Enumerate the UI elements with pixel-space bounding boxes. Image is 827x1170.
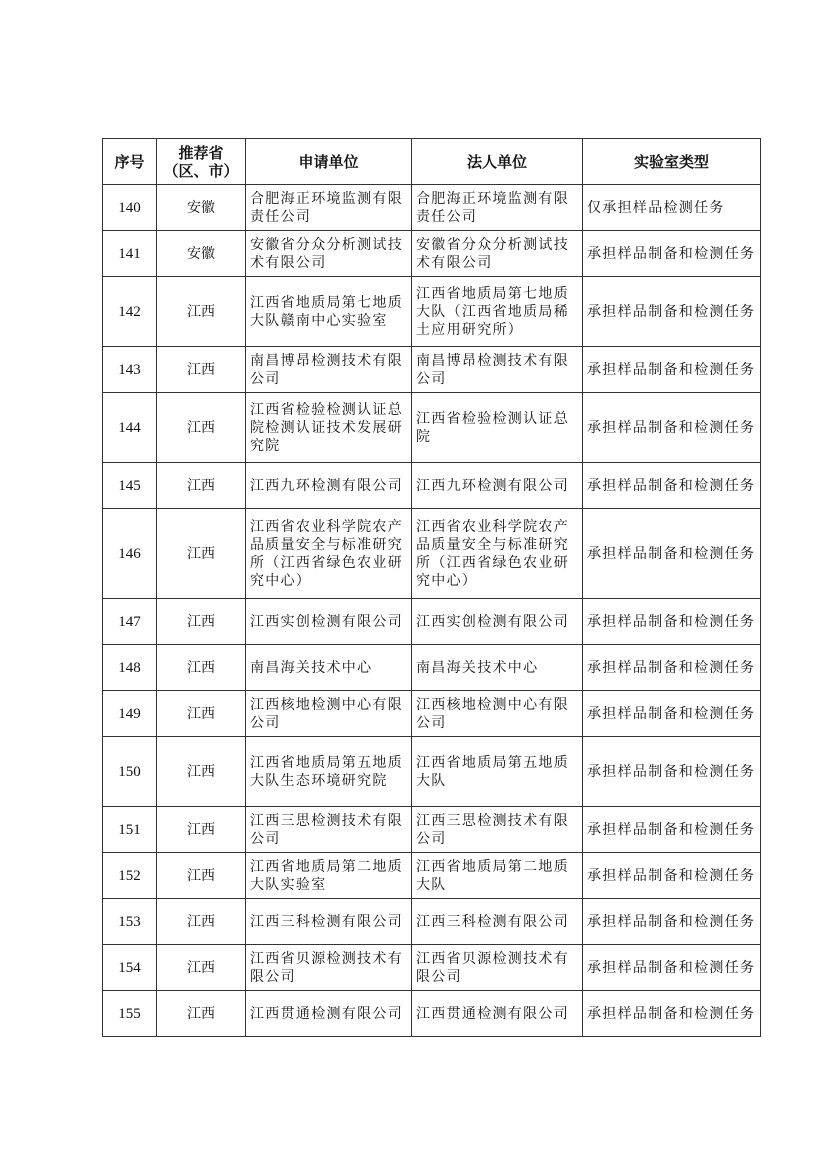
- cell-seq: 147: [103, 599, 157, 645]
- cell-province: 江西: [157, 645, 246, 691]
- cell-seq: 152: [103, 853, 157, 899]
- cell-applicant: 合肥海正环境监测有限责任公司: [246, 185, 412, 231]
- cell-type: 承担样品制备和检测任务: [583, 853, 761, 899]
- cell-seq: 141: [103, 231, 157, 277]
- cell-legal: 江西省贝源检测技术有限公司: [412, 945, 583, 991]
- cell-legal: 江西核地检测中心有限公司: [412, 691, 583, 737]
- cell-type: 承担样品制备和检测任务: [583, 509, 761, 599]
- cell-type: 承担样品制备和检测任务: [583, 899, 761, 945]
- header-applicant: 申请单位: [246, 139, 412, 185]
- cell-applicant: 江西实创检测有限公司: [246, 599, 412, 645]
- cell-applicant: 南昌博昂检测技术有限公司: [246, 347, 412, 393]
- cell-province: 安徽: [157, 185, 246, 231]
- table-row: [103, 899, 761, 945]
- cell-province: 江西: [157, 991, 246, 1037]
- cell-type: 承担样品制备和检测任务: [583, 645, 761, 691]
- cell-applicant: 江西贯通检测有限公司: [246, 991, 412, 1037]
- header-type: 实验室类型: [583, 139, 761, 185]
- cell-legal: 江西三科检测有限公司: [412, 899, 583, 945]
- cell-legal: 江西省地质局第七地质大队（江西省地质局稀土应用研究所）: [412, 277, 583, 347]
- cell-seq: 150: [103, 737, 157, 807]
- cell-type: 承担样品制备和检测任务: [583, 277, 761, 347]
- header-seq: 序号: [103, 139, 157, 185]
- cell-province: 江西: [157, 853, 246, 899]
- laboratory-table: [102, 138, 761, 1037]
- cell-province: 江西: [157, 393, 246, 463]
- cell-legal: 南昌海关技术中心: [412, 645, 583, 691]
- cell-province: 江西: [157, 463, 246, 509]
- table-row: [103, 945, 761, 991]
- cell-applicant: 江西九环检测有限公司: [246, 463, 412, 509]
- table-row: [103, 393, 761, 463]
- table-row: [103, 737, 761, 807]
- table-row: [103, 853, 761, 899]
- cell-applicant: 江西省检验检测认证总院检测认证技术发展研究院: [246, 393, 412, 463]
- header-province: [157, 139, 246, 185]
- cell-seq: 153: [103, 899, 157, 945]
- cell-seq: 149: [103, 691, 157, 737]
- header-province-line2: （区、市）: [163, 161, 239, 180]
- cell-legal: 江西九环检测有限公司: [412, 463, 583, 509]
- cell-applicant: 安徽省分众分析测试技术有限公司: [246, 231, 412, 277]
- cell-legal: 江西三思检测技术有限公司: [412, 807, 583, 853]
- cell-province: 江西: [157, 509, 246, 599]
- table-row: [103, 231, 761, 277]
- table-row: [103, 645, 761, 691]
- cell-seq: 142: [103, 277, 157, 347]
- cell-applicant: 江西省地质局第二地质大队实验室: [246, 853, 412, 899]
- cell-seq: 146: [103, 509, 157, 599]
- table-header-row: [103, 139, 761, 185]
- cell-legal: 江西省地质局第五地质大队: [412, 737, 583, 807]
- cell-applicant: 江西省贝源检测技术有限公司: [246, 945, 412, 991]
- cell-applicant: 江西省地质局第五地质大队生态环境研究院: [246, 737, 412, 807]
- table-row: [103, 807, 761, 853]
- cell-applicant: 江西三思检测技术有限公司: [246, 807, 412, 853]
- cell-seq: 151: [103, 807, 157, 853]
- cell-applicant: 江西省地质局第七地质大队赣南中心实验室: [246, 277, 412, 347]
- cell-seq: 140: [103, 185, 157, 231]
- cell-type: 承担样品制备和检测任务: [583, 737, 761, 807]
- table-row: [103, 509, 761, 599]
- cell-seq: 148: [103, 645, 157, 691]
- table-row: [103, 277, 761, 347]
- cell-type: 承担样品制备和检测任务: [583, 231, 761, 277]
- cell-type: 承担样品制备和检测任务: [583, 991, 761, 1037]
- cell-legal: 合肥海正环境监测有限责任公司: [412, 185, 583, 231]
- cell-seq: 143: [103, 347, 157, 393]
- cell-province: 江西: [157, 599, 246, 645]
- cell-seq: 144: [103, 393, 157, 463]
- cell-seq: 154: [103, 945, 157, 991]
- cell-type: 承担样品制备和检测任务: [583, 599, 761, 645]
- cell-province: 安徽: [157, 231, 246, 277]
- cell-type: 仅承担样品检测任务: [583, 185, 761, 231]
- cell-seq: 155: [103, 991, 157, 1037]
- header-province-line1: 推荐省: [178, 143, 224, 162]
- table-row: [103, 347, 761, 393]
- cell-type: 承担样品制备和检测任务: [583, 393, 761, 463]
- table-body: [103, 185, 761, 1037]
- cell-applicant: 江西核地检测中心有限公司: [246, 691, 412, 737]
- table-row: [103, 463, 761, 509]
- table-row: [103, 599, 761, 645]
- cell-province: 江西: [157, 737, 246, 807]
- cell-seq: 145: [103, 463, 157, 509]
- cell-legal: 江西省检验检测认证总院: [412, 393, 583, 463]
- cell-applicant: 南昌海关技术中心: [246, 645, 412, 691]
- table-row: [103, 991, 761, 1037]
- cell-province: 江西: [157, 277, 246, 347]
- cell-legal: 安徽省分众分析测试技术有限公司: [412, 231, 583, 277]
- cell-type: 承担样品制备和检测任务: [583, 691, 761, 737]
- header-legal: 法人单位: [412, 139, 583, 185]
- cell-legal: 江西省地质局第二地质大队: [412, 853, 583, 899]
- cell-legal: 江西省农业科学院农产品质量安全与标准研究所（江西省绿色农业研究中心）: [412, 509, 583, 599]
- cell-province: 江西: [157, 347, 246, 393]
- cell-province: 江西: [157, 691, 246, 737]
- cell-type: 承担样品制备和检测任务: [583, 463, 761, 509]
- cell-applicant: 江西三科检测有限公司: [246, 899, 412, 945]
- cell-applicant: 江西省农业科学院农产品质量安全与标准研究所（江西省绿色农业研究中心）: [246, 509, 412, 599]
- table-row: [103, 691, 761, 737]
- cell-legal: 江西贯通检测有限公司: [412, 991, 583, 1037]
- cell-type: 承担样品制备和检测任务: [583, 945, 761, 991]
- cell-province: 江西: [157, 807, 246, 853]
- cell-province: 江西: [157, 945, 246, 991]
- cell-legal: 江西实创检测有限公司: [412, 599, 583, 645]
- cell-province: 江西: [157, 899, 246, 945]
- cell-type: 承担样品制备和检测任务: [583, 807, 761, 853]
- table-row: [103, 185, 761, 231]
- cell-legal: 南昌博昂检测技术有限公司: [412, 347, 583, 393]
- cell-type: 承担样品制备和检测任务: [583, 347, 761, 393]
